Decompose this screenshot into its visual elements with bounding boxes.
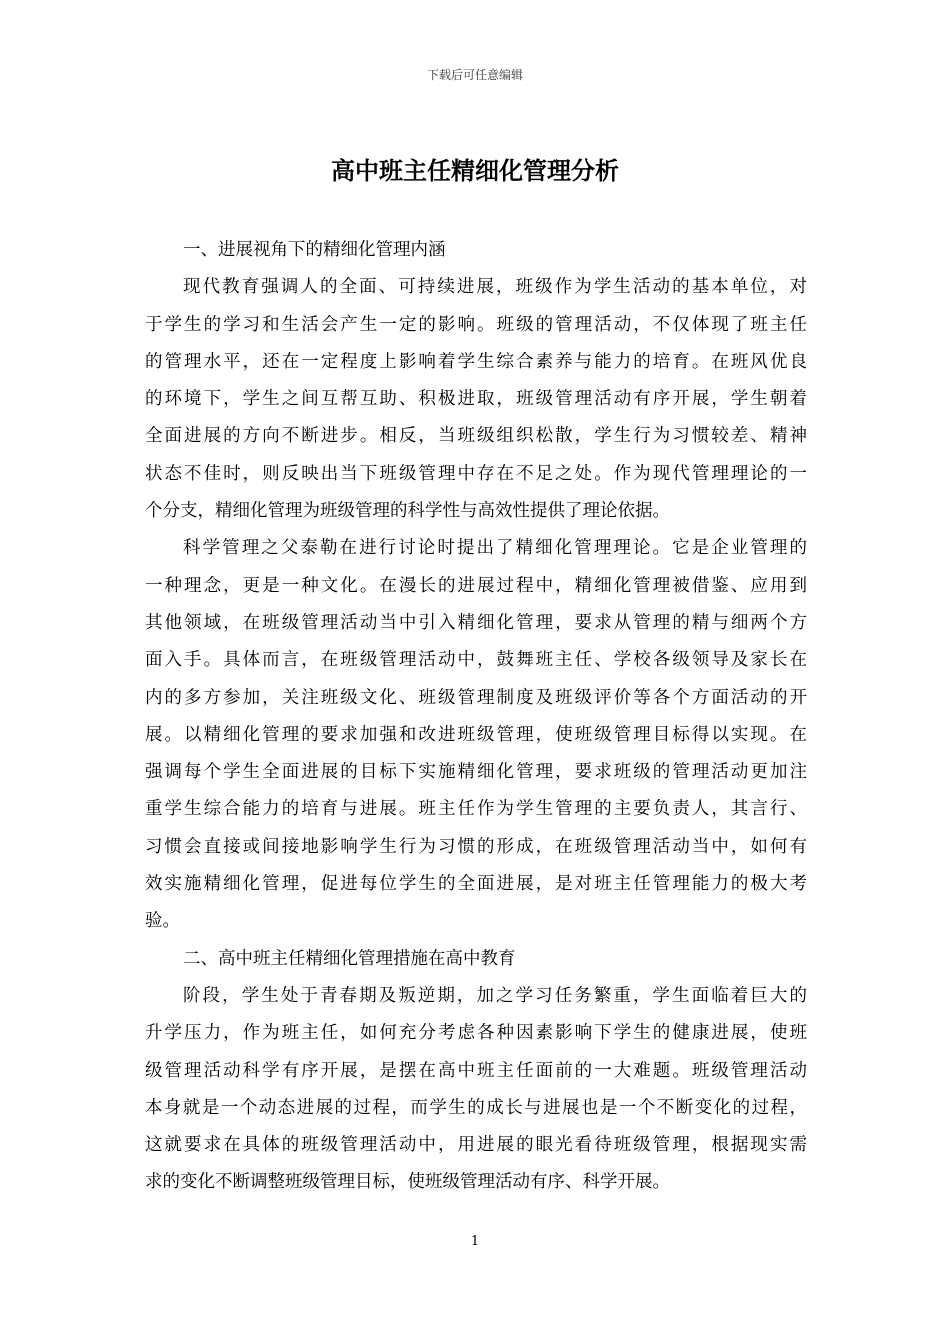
page-number: 1 [470, 1234, 480, 1249]
text-line: 效实施精细化管理，促进每位学生的全面进展，是对班主任管理能力的极大考 [145, 874, 807, 895]
document-title: 高中班主任精细化管理分析 [331, 156, 619, 185]
text-line: 内的多方参加，关注班级文化、班级管理制度及班级评价等各个方面活动的开 [145, 687, 807, 708]
text-line: 本身就是一个动态进展的过程，而学生的成长与进展也是一个不断变化的过程， [145, 1097, 807, 1118]
text-line: 求的变化不断调整班级管理目标，使班级管理活动有序、科学开展。 [145, 1172, 670, 1193]
document-body [145, 232, 807, 1202]
text-line: 其他领域，在班级管理活动当中引入精细化管理，要求从管理的精与细两个方 [145, 612, 807, 633]
text-line: 状态不佳时，则反映出当下班级管理中存在不足之处。作为现代管理理论的一 [145, 463, 807, 484]
text-line: 强调每个学生全面进展的目标下实施精细化管理，要求班级的管理活动更加注 [145, 762, 807, 783]
text-line: 重学生综合能力的培育与进展。班主任作为学生管理的主要负责人，其言行、 [145, 799, 807, 820]
section-heading-2: 二、高中班主任精细化管理措施在高中教育 [183, 948, 516, 969]
text-line: 现代教育强调人的全面、可持续进展，班级作为学生活动的基本单位，对 [183, 277, 807, 298]
text-line: 阶段，学生处于青春期及叛逆期，加之学习任务繁重，学生面临着巨大的 [183, 985, 807, 1006]
text-line: 于学生的学习和生活会产生一定的影响。班级的管理活动，不仅体现了班主任 [145, 314, 807, 335]
text-line: 科学管理之父泰勒在进行讨论时提出了精细化管理理论。它是企业管理的 [183, 538, 807, 559]
text-line: 个分支，精细化管理为班级管理的科学性与高效性提供了理论依据。 [145, 501, 670, 522]
text-line: 习惯会直接或间接地影响学生行为习惯的形成，在班级管理活动当中，如何有 [145, 836, 807, 857]
text-line: 一种理念，更是一种文化。在漫长的进展过程中，精细化管理被借鉴、应用到 [145, 575, 807, 596]
text-line: 全面进展的方向不断进步。相反，当班级组织松散，学生行为习惯较差、精神 [145, 426, 807, 447]
header-note: 下载后可任意编辑 [426, 68, 523, 82]
text-line: 展。以精细化管理的要求加强和改进班级管理，使班级管理目标得以实现。在 [145, 724, 807, 745]
text-line: 级管理活动科学有序开展，是摆在高中班主任面前的一大难题。班级管理活动 [145, 1060, 807, 1081]
text-line: 的环境下，学生之间互帮互助、积极进取，班级管理活动有序开展，学生朝着 [145, 389, 807, 410]
section-heading-1: 一、进展视角下的精细化管理内涵 [183, 240, 446, 260]
text-line: 这就要求在具体的班级管理活动中，用进展的眼光看待班级管理，根据现实需 [145, 1135, 807, 1156]
text-line: 的管理水平，还在一定程度上影响着学生综合素养与能力的培育。在班风优良 [145, 351, 807, 372]
text-line: 面入手。具体而言，在班级管理活动中，鼓舞班主任、学校各级领导及家长在 [145, 650, 807, 671]
text-line: 升学压力，作为班主任，如何充分考虑各种因素影响下学生的健康进展，使班 [145, 1023, 807, 1044]
text-line: 验。 [145, 911, 180, 932]
